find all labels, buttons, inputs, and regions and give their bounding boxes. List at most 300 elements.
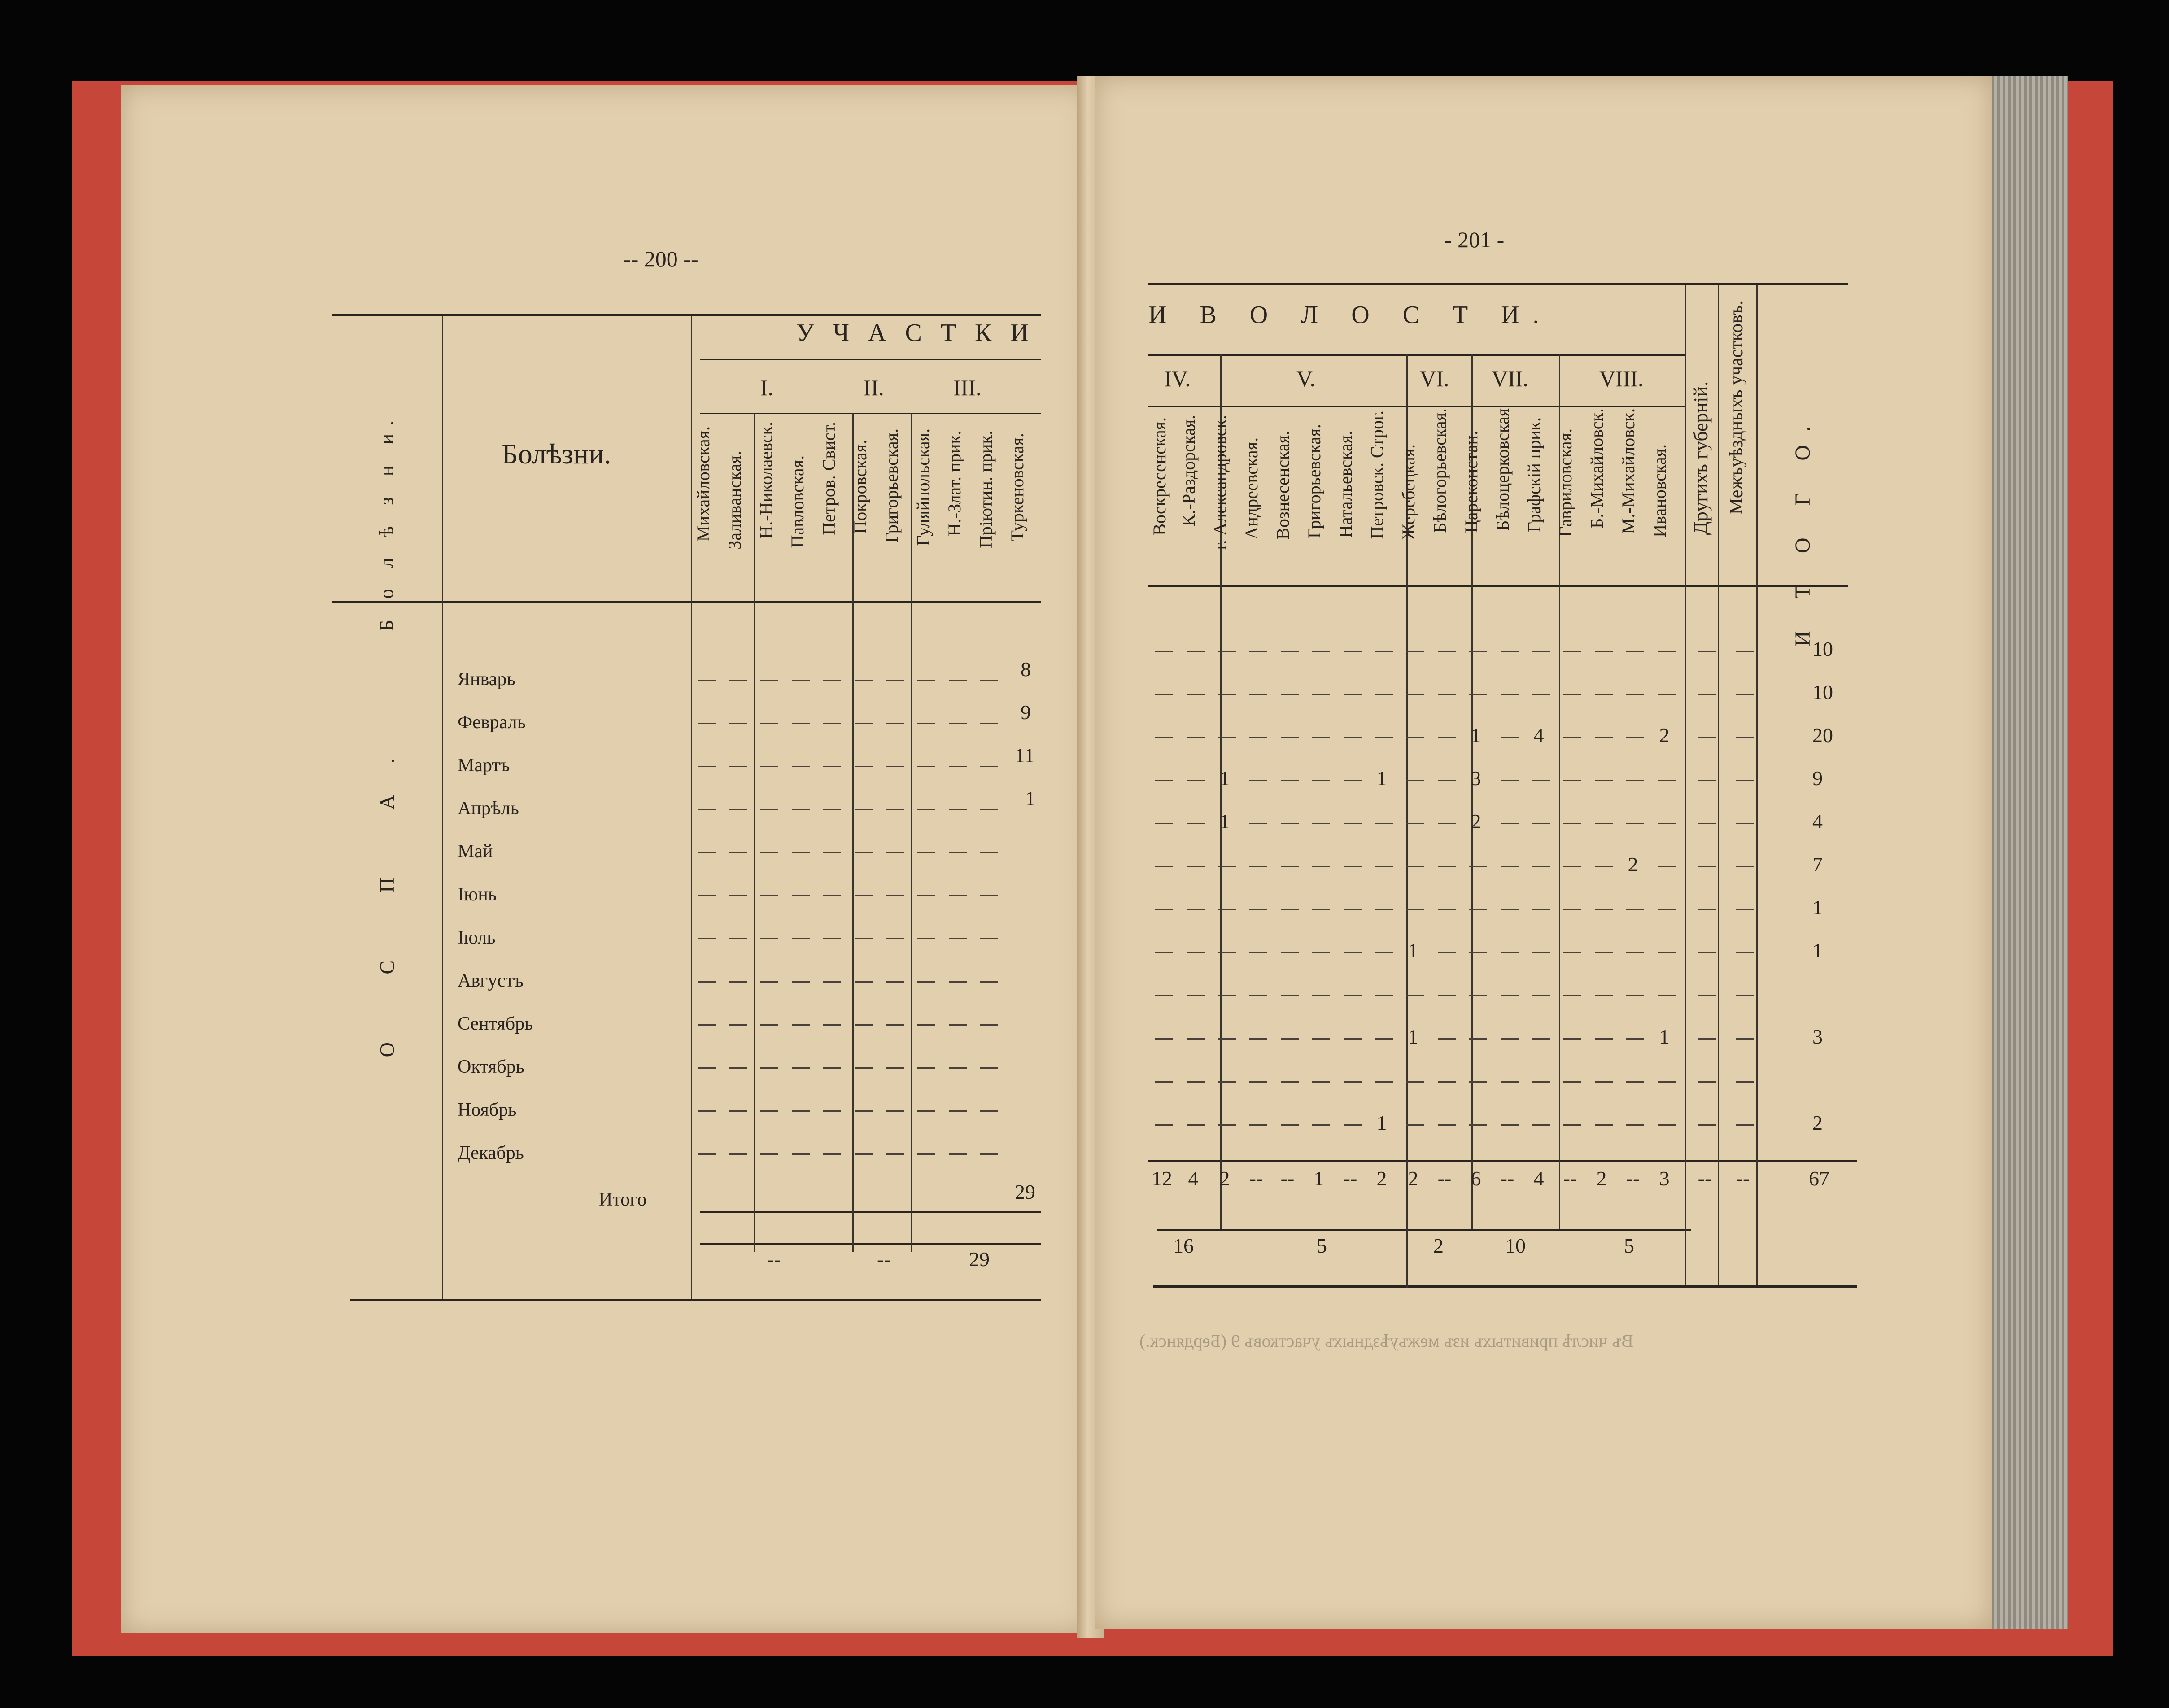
left-empty-dash — [698, 1067, 716, 1069]
right-total-cell: -- — [1343, 1167, 1357, 1190]
right-section-total: 16 — [1173, 1234, 1194, 1257]
right-empty-dash — [1344, 1124, 1362, 1126]
right-empty-dash — [1249, 909, 1267, 910]
left-empty-dash — [792, 1024, 810, 1026]
right-empty-dash — [1595, 952, 1613, 953]
left-empty-dash — [698, 723, 716, 724]
right-empty-dash — [1249, 823, 1267, 824]
left-empty-dash — [980, 1110, 998, 1112]
left-vline — [852, 413, 854, 1252]
right-top-rule — [1148, 283, 1848, 285]
right-row-total: 10 — [1812, 638, 1833, 660]
right-empty-dash — [1218, 909, 1236, 910]
right-empty-dash — [1626, 995, 1644, 996]
right-empty-dash — [1698, 995, 1716, 996]
right-empty-dash — [1249, 1081, 1267, 1083]
right-empty-dash — [1281, 694, 1299, 695]
left-empty-dash — [760, 895, 778, 896]
left-empty-dash — [949, 809, 967, 810]
right-empty-dash — [1375, 737, 1393, 738]
right-empty-dash — [1698, 1038, 1716, 1040]
right-col-header: Бѣлоцерковская — [1493, 408, 1513, 531]
right-empty-dash — [1218, 694, 1236, 695]
right-empty-dash — [1281, 780, 1299, 781]
right-data-cell: 1 — [1659, 1025, 1670, 1048]
left-empty-dash — [917, 981, 935, 983]
right-empty-dash — [1626, 1081, 1644, 1083]
right-empty-dash — [1281, 1038, 1299, 1040]
right-empty-dash — [1249, 651, 1267, 652]
right-data-cell: 3 — [1471, 767, 1481, 790]
right-empty-dash — [1281, 866, 1299, 867]
left-col-header: Н.-Злат. прик. — [944, 431, 964, 537]
right-empty-dash — [1698, 737, 1716, 738]
left-vline — [754, 413, 755, 1252]
right-row-total: 7 — [1812, 853, 1823, 876]
right-empty-dash — [1595, 694, 1613, 695]
right-section-6: VI. — [1420, 366, 1449, 391]
left-empty-dash — [949, 1153, 967, 1155]
right-empty-dash — [1563, 1038, 1581, 1040]
right-empty-dash — [1626, 1124, 1644, 1126]
right-empty-dash — [1312, 694, 1330, 695]
right-empty-dash — [1375, 823, 1393, 824]
left-page — [121, 85, 1090, 1633]
right-empty-dash — [1155, 694, 1173, 695]
left-empty-dash — [855, 723, 873, 724]
left-empty-dash — [980, 809, 998, 810]
right-empty-dash — [1187, 1081, 1205, 1083]
left-col-header: Петров. Свист. — [819, 422, 839, 535]
right-empty-dash — [1501, 694, 1519, 695]
right-empty-dash — [1187, 866, 1205, 867]
right-total-cell: -- — [1280, 1167, 1295, 1190]
left-col-header: Гуляйпольская. — [913, 428, 933, 546]
right-col-header: Петровск. Строг. — [1367, 411, 1387, 539]
right-empty-dash — [1563, 952, 1581, 953]
right-col-header: Воскресенская. — [1149, 417, 1170, 536]
right-col-header: Цареконстан. — [1461, 431, 1481, 533]
left-col-header: Покровская. — [850, 440, 870, 534]
left-vline — [911, 413, 912, 1252]
right-col-header: Гавриловская. — [1555, 428, 1575, 537]
left-empty-dash — [886, 723, 904, 724]
right-section-total: 5 — [1624, 1234, 1634, 1257]
left-empty-dash — [917, 766, 935, 767]
right-empty-dash — [1626, 694, 1644, 695]
left-empty-dash — [886, 981, 904, 983]
left-empty-dash — [886, 809, 904, 810]
right-empty-dash — [1249, 1038, 1267, 1040]
right-empty-dash — [1438, 1124, 1456, 1126]
left-empty-dash — [886, 1067, 904, 1069]
left-col-header: Заливанская. — [724, 451, 745, 550]
left-empty-dash — [823, 1110, 841, 1112]
right-row-total: 4 — [1812, 810, 1823, 833]
left-month: Ноябрь — [458, 1100, 517, 1120]
right-empty-dash — [1312, 1124, 1330, 1126]
left-section-2: II. — [864, 375, 884, 400]
right-total-cell: -- — [1437, 1167, 1452, 1190]
left-empty-dash — [729, 895, 747, 896]
right-empty-dash — [1281, 737, 1299, 738]
right-empty-dash — [1501, 866, 1519, 867]
right-row-total: 20 — [1812, 724, 1833, 747]
right-empty-dash — [1375, 651, 1393, 652]
left-empty-dash — [949, 1067, 967, 1069]
right-empty-dash — [1155, 1081, 1173, 1083]
left-empty-dash — [729, 680, 747, 681]
right-empty-dash — [1249, 1124, 1267, 1126]
right-section-7: VII. — [1492, 366, 1528, 391]
left-header-rule — [332, 601, 1041, 603]
left-empty-dash — [855, 895, 873, 896]
left-header-group: У Ч А С Т К И — [796, 319, 1035, 347]
right-empty-dash — [1438, 651, 1456, 652]
right-empty-dash — [1626, 823, 1644, 824]
left-empty-dash — [823, 1153, 841, 1155]
right-empty-dash — [1532, 1124, 1550, 1126]
left-col-header: Туркеновская. — [1007, 433, 1027, 542]
right-empty-dash — [1563, 651, 1581, 652]
left-section-total: -- — [877, 1248, 891, 1271]
right-empty-dash — [1532, 780, 1550, 781]
right-header-group: И В О Л О С Т И. — [1148, 301, 1553, 329]
left-empty-dash — [698, 1153, 716, 1155]
left-month: Октябрь — [458, 1057, 524, 1077]
right-empty-dash — [1736, 1081, 1754, 1083]
left-empty-dash — [855, 809, 873, 810]
right-empty-dash — [1406, 1081, 1424, 1083]
right-section-4: IV. — [1164, 366, 1191, 391]
right-empty-dash — [1736, 737, 1754, 738]
left-empty-dash — [917, 680, 935, 681]
left-top-rule — [332, 314, 1041, 316]
left-empty-dash — [792, 981, 810, 983]
right-row-total: 1 — [1812, 896, 1823, 919]
right-empty-dash — [1626, 737, 1644, 738]
right-vline — [1756, 285, 1758, 1285]
right-empty-dash — [1658, 995, 1676, 996]
left-empty-dash — [792, 1153, 810, 1155]
right-total-cell: 12 — [1152, 1167, 1172, 1190]
right-total-cell: 1 — [1314, 1167, 1324, 1190]
right-empty-dash — [1658, 823, 1676, 824]
left-empty-dash — [729, 938, 747, 939]
right-empty-dash — [1595, 909, 1613, 910]
right-empty-dash — [1469, 995, 1487, 996]
right-empty-dash — [1469, 1124, 1487, 1126]
left-empty-dash — [886, 766, 904, 767]
right-empty-dash — [1187, 823, 1205, 824]
right-empty-dash — [1736, 995, 1754, 996]
left-empty-dash — [949, 895, 967, 896]
right-empty-dash — [1736, 780, 1754, 781]
right-empty-dash — [1532, 952, 1550, 953]
right-data-cell: 1 — [1408, 1025, 1418, 1048]
left-empty-dash — [855, 981, 873, 983]
left-empty-dash — [886, 680, 904, 681]
right-empty-dash — [1312, 909, 1330, 910]
right-empty-dash — [1375, 1038, 1393, 1040]
left-month: Май — [458, 841, 493, 862]
right-data-cell: 1 — [1471, 724, 1481, 747]
right-row-total: 1 — [1812, 939, 1823, 962]
right-empty-dash — [1532, 651, 1550, 652]
right-empty-dash — [1406, 909, 1424, 910]
right-empty-dash — [1155, 780, 1173, 781]
left-month: Мартъ — [458, 755, 510, 776]
left-empty-dash — [792, 938, 810, 939]
left-total-value: 29 — [1015, 1180, 1035, 1203]
left-empty-dash — [886, 895, 904, 896]
right-empty-dash — [1187, 694, 1205, 695]
left-empty-dash — [698, 766, 716, 767]
right-empty-dash — [1438, 823, 1456, 824]
right-empty-dash — [1249, 995, 1267, 996]
right-total-cell: 2 — [1219, 1167, 1230, 1190]
right-empty-dash — [1406, 780, 1424, 781]
right-empty-dash — [1187, 651, 1205, 652]
left-empty-dash — [855, 938, 873, 939]
right-empty-dash — [1698, 694, 1716, 695]
left-empty-dash — [698, 809, 716, 810]
left-empty-dash — [855, 1110, 873, 1112]
left-empty-dash — [949, 1024, 967, 1026]
right-empty-dash — [1344, 866, 1362, 867]
right-empty-dash — [1312, 651, 1330, 652]
right-data-cell: 1 — [1376, 767, 1387, 790]
left-empty-dash — [823, 766, 841, 767]
right-data-cell: 1 — [1376, 1111, 1387, 1134]
right-empty-dash — [1312, 952, 1330, 953]
right-empty-dash — [1532, 1038, 1550, 1040]
right-empty-dash — [1375, 694, 1393, 695]
left-empty-dash — [792, 809, 810, 810]
left-empty-dash — [855, 1067, 873, 1069]
right-empty-dash — [1155, 823, 1173, 824]
right-empty-dash — [1563, 694, 1581, 695]
right-empty-dash — [1501, 952, 1519, 953]
right-empty-dash — [1736, 866, 1754, 867]
right-empty-dash — [1218, 1038, 1236, 1040]
right-empty-dash — [1218, 952, 1236, 953]
left-section-total-rule — [700, 1243, 1041, 1245]
left-empty-dash — [855, 1024, 873, 1026]
right-empty-dash — [1532, 995, 1550, 996]
right-section-total: 2 — [1433, 1234, 1444, 1257]
right-vline — [1685, 285, 1686, 1285]
left-empty-dash — [729, 766, 747, 767]
left-empty-dash — [729, 852, 747, 853]
left-total-label: Итого — [599, 1189, 647, 1210]
right-col-header: Графскій прик. — [1524, 417, 1544, 533]
right-total-cell: 2 — [1596, 1167, 1607, 1190]
right-empty-dash — [1501, 737, 1519, 738]
right-col-header-total: И Т О Г О. — [1791, 413, 1815, 647]
left-empty-dash — [698, 981, 716, 983]
right-empty-dash — [1698, 823, 1716, 824]
left-empty-dash — [980, 895, 998, 896]
right-empty-dash — [1469, 651, 1487, 652]
right-empty-dash — [1312, 780, 1330, 781]
right-empty-dash — [1218, 737, 1236, 738]
left-empty-dash — [729, 1067, 747, 1069]
left-empty-dash — [823, 852, 841, 853]
right-empty-dash — [1281, 1124, 1299, 1126]
right-total-cell: -- — [1500, 1167, 1514, 1190]
right-empty-dash — [1501, 651, 1519, 652]
left-month: Сентябрь — [458, 1013, 533, 1034]
left-empty-dash — [917, 723, 935, 724]
right-empty-dash — [1218, 866, 1236, 867]
left-empty-dash — [760, 1024, 778, 1026]
right-empty-dash — [1155, 995, 1173, 996]
left-month: Августъ — [458, 970, 524, 991]
right-empty-dash — [1155, 952, 1173, 953]
left-empty-dash — [823, 1024, 841, 1026]
left-rotated-label: Б о л ѣ з н и. — [375, 413, 397, 631]
right-empty-dash — [1406, 694, 1424, 695]
right-empty-dash — [1736, 909, 1754, 910]
right-empty-dash — [1698, 952, 1716, 953]
right-section-5: V. — [1296, 366, 1316, 391]
right-col-header: Межъуѣздныхъ участковъ. — [1726, 301, 1747, 515]
left-empty-dash — [949, 1110, 967, 1112]
left-empty-dash — [823, 895, 841, 896]
right-empty-dash — [1218, 995, 1236, 996]
right-empty-dash — [1438, 694, 1456, 695]
right-col-header: Григорьевская. — [1304, 424, 1324, 538]
right-bottom-note: Въ числѣ привитыхъ изъ межъуѣздныхъ участковъ 9 (Бердянск.) — [1139, 1331, 1633, 1351]
right-empty-dash — [1626, 1038, 1644, 1040]
right-col-header: г. Александровск. — [1210, 415, 1230, 550]
right-total-cell: 4 — [1188, 1167, 1199, 1190]
right-empty-dash — [1501, 823, 1519, 824]
left-col-header: Григорьевская. — [882, 428, 902, 543]
right-empty-dash — [1626, 909, 1644, 910]
left-empty-dash — [886, 938, 904, 939]
right-empty-dash — [1438, 995, 1456, 996]
left-empty-dash — [980, 1153, 998, 1155]
right-empty-dash — [1563, 780, 1581, 781]
right-empty-dash — [1187, 909, 1205, 910]
right-empty-dash — [1218, 651, 1236, 652]
right-total-cell: -- — [1249, 1167, 1263, 1190]
right-row-total: 3 — [1812, 1025, 1823, 1048]
left-empty-dash — [855, 680, 873, 681]
right-empty-dash — [1626, 780, 1644, 781]
left-empty-dash — [729, 809, 747, 810]
left-row-value: 11 — [1015, 744, 1035, 767]
right-total-cell: 6 — [1471, 1167, 1481, 1190]
left-empty-dash — [760, 723, 778, 724]
left-col-header: Пріютин. прик. — [976, 431, 996, 548]
right-data-cell: 1 — [1408, 939, 1418, 962]
left-empty-dash — [886, 1024, 904, 1026]
right-empty-dash — [1155, 1038, 1173, 1040]
left-empty-dash — [729, 723, 747, 724]
right-empty-dash — [1249, 737, 1267, 738]
right-empty-dash — [1595, 995, 1613, 996]
left-empty-dash — [917, 1067, 935, 1069]
right-empty-dash — [1249, 952, 1267, 953]
right-empty-dash — [1563, 737, 1581, 738]
right-empty-dash — [1501, 780, 1519, 781]
left-empty-dash — [760, 852, 778, 853]
right-empty-dash — [1375, 866, 1393, 867]
right-empty-dash — [1406, 1124, 1424, 1126]
left-empty-dash — [698, 1024, 716, 1026]
left-empty-dash — [949, 680, 967, 681]
right-total-cell: 2 — [1408, 1167, 1418, 1190]
left-empty-dash — [917, 809, 935, 810]
right-page-number: - 201 - — [1445, 227, 1505, 252]
right-total-rule — [1148, 1160, 1857, 1162]
right-empty-dash — [1155, 651, 1173, 652]
right-empty-dash — [1658, 952, 1676, 953]
right-empty-dash — [1469, 952, 1487, 953]
right-bottom-rule — [1153, 1285, 1857, 1288]
right-empty-dash — [1501, 995, 1519, 996]
right-empty-dash — [1658, 694, 1676, 695]
right-empty-dash — [1281, 952, 1299, 953]
left-section-total: -- — [767, 1248, 781, 1271]
right-data-cell: 1 — [1219, 767, 1230, 790]
left-group-rule — [700, 359, 1041, 360]
left-section-rule — [700, 413, 1041, 414]
right-total-cell: -- — [1563, 1167, 1577, 1190]
left-col-header: Павловская. — [787, 455, 807, 548]
right-section-total: 5 — [1317, 1234, 1327, 1257]
left-empty-dash — [792, 723, 810, 724]
right-empty-dash — [1563, 823, 1581, 824]
right-empty-dash — [1698, 1081, 1716, 1083]
right-section-total: 10 — [1505, 1234, 1526, 1257]
left-total-rule — [700, 1211, 1041, 1213]
right-section-rule — [1148, 406, 1685, 407]
right-empty-dash — [1563, 995, 1581, 996]
left-empty-dash — [949, 938, 967, 939]
right-empty-dash — [1658, 780, 1676, 781]
left-empty-dash — [792, 1110, 810, 1112]
left-empty-dash — [760, 1067, 778, 1069]
left-title: Болѣзни. — [502, 438, 611, 470]
right-header-rule — [1148, 585, 1848, 587]
right-empty-dash — [1501, 1124, 1519, 1126]
left-row-value: 8 — [1021, 658, 1031, 681]
left-month: Январь — [458, 669, 515, 690]
left-month: Іюнь — [458, 884, 497, 905]
left-empty-dash — [917, 895, 935, 896]
right-group-rule — [1148, 354, 1685, 356]
right-empty-dash — [1344, 909, 1362, 910]
left-empty-dash — [760, 938, 778, 939]
right-empty-dash — [1595, 823, 1613, 824]
right-empty-dash — [1658, 866, 1676, 867]
right-empty-dash — [1469, 1038, 1487, 1040]
left-month: Апрѣль — [458, 798, 519, 819]
right-empty-dash — [1736, 823, 1754, 824]
right-empty-dash — [1563, 866, 1581, 867]
left-row-value: 1 — [1025, 787, 1035, 810]
right-empty-dash — [1281, 995, 1299, 996]
left-empty-dash — [792, 766, 810, 767]
left-empty-dash — [980, 981, 998, 983]
right-total-cell: -- — [1736, 1167, 1750, 1190]
left-section-1: I. — [760, 375, 774, 400]
left-empty-dash — [980, 1067, 998, 1069]
